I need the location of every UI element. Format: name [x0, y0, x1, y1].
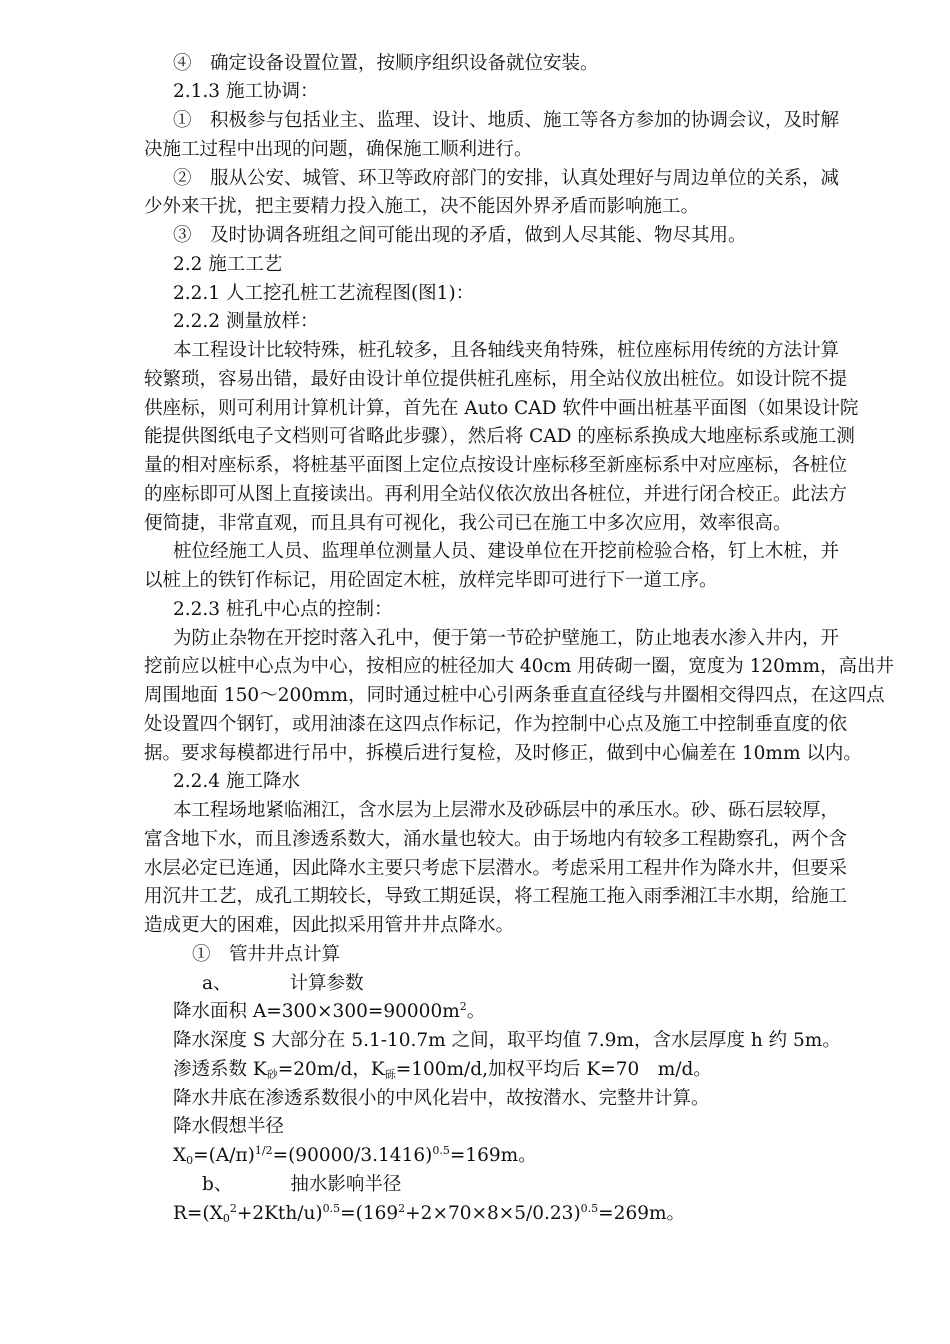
text-line: 处设置四个钢钉，或用油漆在这四点作标记，作为控制中心点及施工中控制垂直度的依 — [144, 714, 848, 735]
text-line: 少外来干扰，把主要精力投入施工，决不能因外界矛盾而影响施工。 — [144, 196, 700, 217]
formula-line: 降水面积 $A=300\times 300=90000m^2$。 — [173, 1000, 486, 1022]
formula-line: $R=(X_0^2+2Kth/u)^{0.5}=(169^2+2\times 70\times 8\times 5/0.23)^{0.5}=269m$。 — [173, 1202, 686, 1225]
text-line: ③ 及时协调各班组之间可能出现的矛盾，做到人尽其能、物尽其用。 — [173, 225, 747, 246]
text-line: 以桩上的铁钉作标记，用砼固定木桩，放样完毕即可进行下一道工序。 — [144, 570, 718, 591]
section-heading: 2.2.3 桩孔中心点的控制： — [173, 599, 393, 620]
item-title: 计算参数 — [289, 973, 364, 994]
text-line: 富含地下水，而且渗透系数大，涌水量也较大。由于场地内有较多工程勘察孔，两个含 — [144, 829, 848, 850]
text-line: ② 服从公安、城管、环卫等政府部门的安排，认真处理好与周边单位的关系，减 — [173, 168, 840, 189]
section-heading: 2.2.2 测量放样： — [173, 311, 319, 332]
text-line: 本工程场地紧临湘江，含水层为上层滞水及砂砾层中的承压水。砂、砾石层较厚， — [173, 800, 840, 821]
section-heading: 2.2.4 施工降水 — [173, 771, 300, 792]
text-line: 挖前应以桩中心点为中心，按相应的桩径加大 40cm 用砖砌一圈，宽度为 120mm，高出井 — [144, 656, 894, 677]
text-line: 较繁琐，容易出错，最好由设计单位提供桩孔座标，用全站仪放出桩位。如设计院不提 — [144, 369, 848, 390]
text-line: 造成更大的困难，因此拟采用管井井点降水。 — [144, 915, 515, 936]
text-line: 降水深度 S 大部分在 5.1-10.7m 之间，取平均值 7.9m，含水层厚度 h 约 5m。 — [173, 1030, 841, 1051]
text-line: 供座标，则可利用计算机计算，首先在 Auto CAD 软件中画出桩基平面图（如果设计院 — [144, 398, 859, 419]
text-line: 周围地面 150～200mm，同时通过桩中心引两条垂直直径线与井圈相交得四点，在这四点 — [144, 685, 885, 706]
text-line: 的座标即可从图上直接读出。再利用全站仪依次放出各桩位，并进行闭合校正。此法方 — [144, 484, 848, 505]
text-line: 量的相对座标系，将桩基平面图上定位点按设计座标移至新座标系中对应座标，各桩位 — [144, 455, 848, 476]
text-line: 据。要求每模都进行吊中，拆模后进行复检，及时修正，做到中心偏差在 10mm 以内。 — [144, 743, 862, 764]
item-marker: a、 — [202, 973, 232, 994]
subsection-heading-b — [202, 1172, 401, 1198]
text-line: 水层必定已连通，因此降水主要只考虑下层潜水。考虑采用工程井作为降水井，但要采 — [144, 858, 848, 879]
text-line: 为防止杂物在开挖时落入孔中，便于第一节砼护壁施工，防止地表水渗入井内，开 — [173, 628, 840, 649]
formula-line: 渗透系数 $K_砂=20m/d$，$K_砾=100m/d$,加权平均后 K=70 m/d。 — [173, 1059, 712, 1081]
subsection-heading-a — [202, 971, 364, 997]
formula-line: $X_0=(A/\pi)^{1/2}=(90000/3.1416)^{0.5}=169m$。 — [173, 1144, 537, 1167]
text-line: 本工程设计比较特殊，桩孔较多，且各轴线夹角特殊，桩位座标用传统的方法计算 — [173, 340, 840, 361]
text-line: 桩位经施工人员、监理单位测量人员、建设单位在开挖前检验合格，钉上木桩，并 — [173, 541, 840, 562]
section-heading: 2.2.1 人工挖孔桩工艺流程图(图1)： — [173, 283, 475, 304]
text-line: 用沉井工艺，成孔工期较长，导致工期延误，将工程施工拖入雨季湘江丰水期，给施工 — [144, 886, 848, 907]
text-line: 降水假想半径 — [173, 1116, 285, 1137]
text-line: 决施工过程中出现的问题，确保施工顺利进行。 — [144, 139, 533, 160]
text-line: ④ 确定设备设置位置，按顺序组织设备就位安装。 — [173, 53, 599, 74]
text-line: ① 积极参与包括业主、监理、设计、地质、施工等各方参加的协调会议，及时解 — [173, 110, 840, 131]
item-marker: b、 — [202, 1174, 233, 1195]
subsection-heading: ① 管井井点计算 — [192, 944, 341, 965]
text-line: 降水井底在渗透系数很小的中风化岩中，故按潜水、完整井计算。 — [173, 1088, 710, 1109]
text-line: 能提供图纸电子文档则可省略此步骤），然后将 CAD 的座标系换成大地座标系或施工测 — [144, 426, 855, 447]
section-heading: 2.1.3 施工协调： — [173, 81, 319, 102]
section-heading: 2.2 施工工艺 — [173, 254, 283, 275]
item-title: 抽水影响半径 — [290, 1174, 402, 1195]
text-line: 便简捷，非常直观，而且具有可视化，我公司已在施工中多次应用，效率很高。 — [144, 513, 792, 534]
